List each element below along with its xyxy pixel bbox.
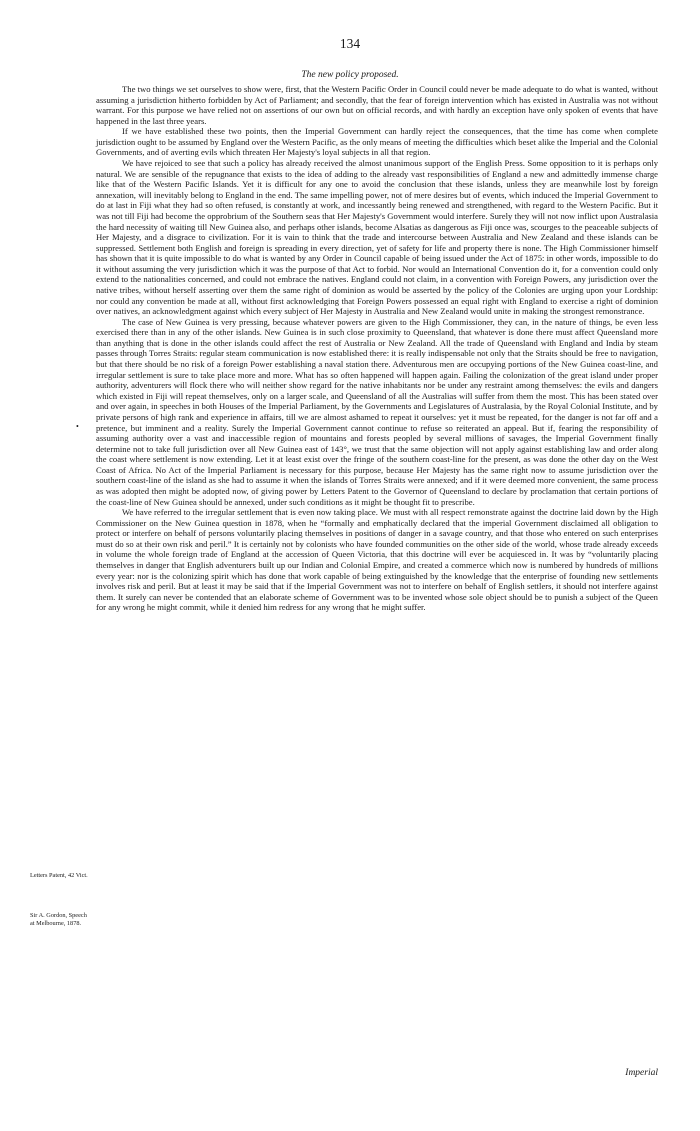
page-number: 134	[339, 36, 361, 51]
margin-note-gordon-speech: Sir A. Gordon, Speech at Melbourne, 1878.	[30, 912, 87, 927]
paragraph: We have rejoiced to see that such a policy has already received the almost unanimous support of the English Press. Some opposition to it is perhaps only natural. We are sensible of the repugnance that exists to the idea of adding to the already vast responsibilities of England a new and admittedly immense charge like that of the Western Pacific Islands. Yet it is difficult for any one to avoid the conclusion that these islands, unless they are meanwhile lost by foreign annexation, will inevitably belong to England in the end. The same impelling power, not of mere desires but of events, which induced the Imperial Government to do at last in Fiji what they had so often refused, is constantly at work, and incessantly being renewed and strengthened, with regard to the Western Pacific. But it was not till Fiji had become the opprobrium of the Southern seas that Her Majesty's Government would interfere. Surely they will not now inflict upon Australasia the hard necessity of waiting till New Guinea also, and perhaps other islands, become Alsatias as dangerous as Fiji once was, scourges to the peaceable subjects of Her Majesty, and a disgrace to civilization. For it is vain to think that the trade and intercourse between Australia and New Zealand and these islands can be suppressed. Settlement both English and foreign is spreading in every direction, yet of safety for life and property there is none. The High Commissioner himself has shown that it is quite impossible to do what is wanted by any Order in Council capable of being issued under the Act of 1875: in other words, impossible to do it without assuming the very jurisdiction which it was the purpose of that Act to forbid. Nor would an International Convention do it, for a convention could only extend to the nationalities concerned, and could not embrace the natives. England could not claim, in a convention with Foreign Powers, any jurisdiction over the native tribes, without herself asserting over them the same right of dominion as would be asserted by the policy of the Colonies are urging upon your Lordship: nor could any convention be made at all, without first acknowledging that Foreign Powers possessed an equal right with England to exercise a right of dominion over natives, an acknowledgment against which every subject of Her Majesty in Australia and New Zealand would unite in making the strongest remonstrance.	[96, 158, 658, 317]
margin-mark: •	[76, 422, 79, 431]
paragraph: The two things we set ourselves to show were, first, that the Western Pacific Order in Council could never be made adequate to do what is wanted, without assuming a jurisdiction hitherto forbidden by Act of Parliament; and secondly, that the fear of foreign intervention which has existed in Australia was not without warrant. For this purpose we have relied not on assertions of our own but on official records, and with hardly an exception have only spoken of events that have happened in the last three years.	[96, 84, 658, 126]
paragraph: The case of New Guinea is very pressing, because whatever powers are given to the High Commissioner, they can, in the nature of things, be even less exercised there than in any of the other islands. New Guinea is in such close proximity to Queensland, that whatever is done there must affect Queensland more than anything that is done in the other islands could affect the rest of Australia or New Zealand. All the trade of Queensland with England and India by steam passes through Torres Straits: regular steam communication is now established there: it is really indispensable not only that the Straits should be free to navigation, but that there should be no risk of a foreign Power establishing a naval station there. Adventurous men are occupying portions of the New Guinea coast-line, and irregular settlement is sure to take place more and more. What has so often happened will happen again. Failing the colonization of the great island under proper authority, adventurers will flock there who will neither show regard for the native inhabitants nor be under any restraint among themselves: the evils and dangers which existed in Fiji will repeat themselves, only on a larger scale, and Queensland of all the Australias will suffer from them the most. This has been stated over and over again, in speeches in both Houses of the Imperial Parliament, by the Governments and Legislatures of Australasia, by the Royal Colonial Institute, and by private persons of high rank and experience in affairs, till we are almost ashamed to repeat it ourselves: yet it must be repeated, for the danger is not far off and a pretence, but imminent and a reality. Surely the Imperial Government cannot continue to refuse so reiterated an appeal. But if, fearing the responsibility of assuming authority over a vast and inaccessible region of mountains and forests peopled by several millions of savages, the Imperial Government finally determine not to take full jurisdiction over all New Guinea east of 143°, we trust that the same objection will not apply against establishing law and order along the coast where settlement is now extending. Let it at least exist over the fringe of the southern coast-line for the present, as was done the other day on the West Coast of Africa. No Act of the Imperial Parliament is necessary for this purpose, because Her Majesty has the same right now to assume jurisdiction over the southern coast-line of the island as she had to assume it when the islands of Torres Straits were annexed; and if it were deemed more convenient, the same process as was adopted then might be adopted now, of giving power by Letters Patent to the Governor of Queensland to declare by proclamation that certain portions of the coast-line of New Guinea should be annexed, under such conditions as it might be thought fit to prescribe.	[96, 316, 658, 507]
margin-note-letters-patent: Letters Patent, 42 Vict.	[30, 872, 88, 879]
catchword: Imperial	[625, 1068, 658, 1078]
section-title: The new policy proposed.	[301, 70, 399, 80]
paragraph: We have referred to the irregular settlement that is even now taking place. We must with all respect remonstrate against the doctrine laid down by the High Commissioner on the New Guinea question in 1878, when he “formally and emphatically declared that the imperial Government disclaimed all obligation to protect or interfere on behalf of persons voluntarily placing themselves in positions of danger in a savage country, and that those who entered on such enterprises must do so at their own risk and peril.” It is certainly not by colonists who have founded communities on the other side of the world, whose trade already exceeds in volume the whole foreign trade of England at the accession of Queen Victoria, that this doctrine will ever be acquiesced in. It was by “voluntarily placing themselves in danger that English adventurers built up our Indian and Colonial Empire, and created a commerce which now is numbered by hundreds of millions every year: nor is the colonizing spirit which has done that work capable of being extinguished by the knowledge that the enterprise of founding new settlements involves risk and peril. But at least it may be said that if the Imperial Government was not to interfere on behalf of English settlers, it should not interfere against them. It surely can never be contended that an elaborate scheme of Government was to be invented whose sole object should be to punish a subject of the Queen for any wrong he might commit, while it denied him redress for any wrong that he might suffer.	[96, 507, 658, 613]
body-text	[96, 84, 658, 613]
paragraph: If we have established these two points, then the Imperial Government can hardly reject the consequences, that the time has come when complete jurisdiction ought to be assumed by England over the Western Pacific, as the only means of meeting the difficulties which beset alike the Imperial and the Colonial Governments, and of averting evils which threaten Her Majesty's loyal subjects in all that region.	[96, 126, 658, 158]
